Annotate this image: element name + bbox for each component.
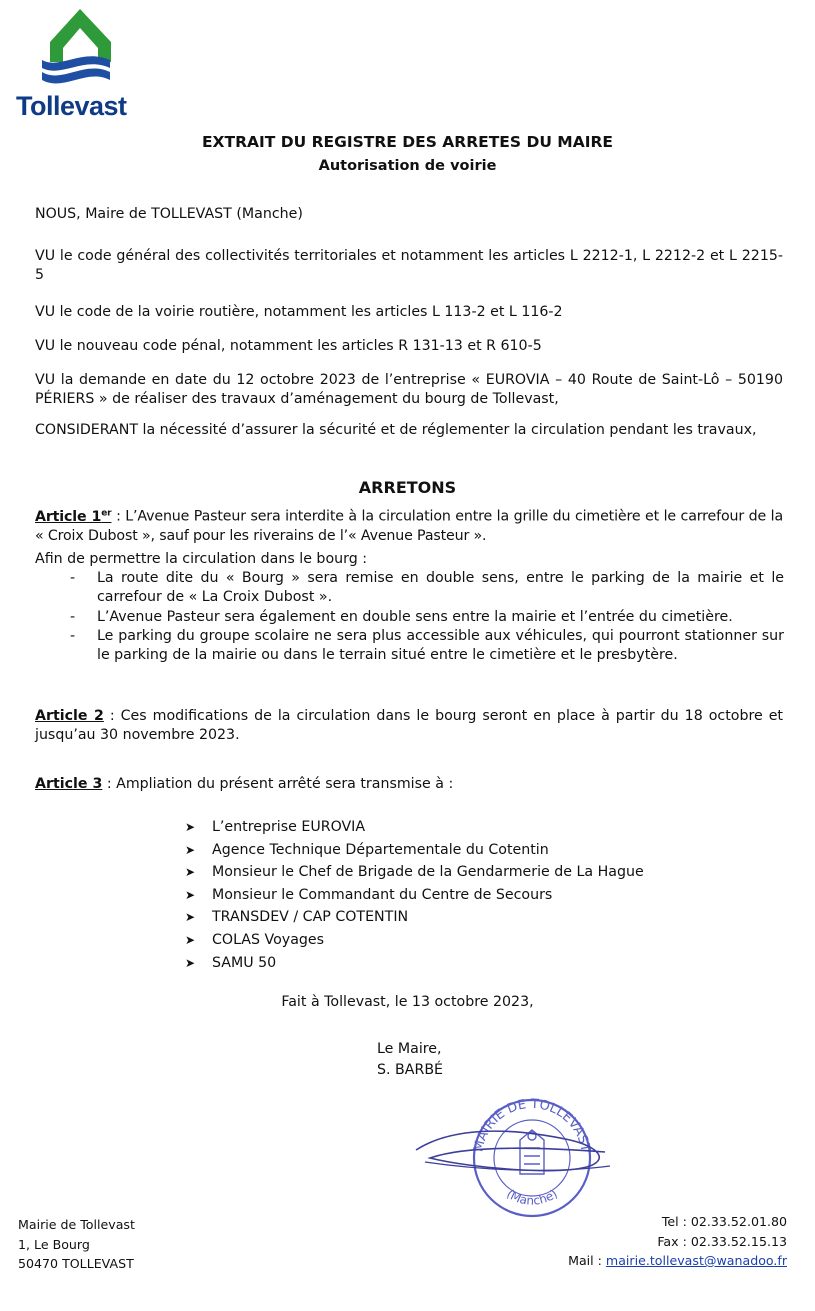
mayor-stamp-and-signature <box>410 1088 615 1218</box>
article-1 <box>35 507 783 546</box>
address-line: 50470 TOLLEVAST <box>18 1256 134 1272</box>
article-1-lead: Afin de permettre la circulation dans le bourg : <box>35 551 367 567</box>
article-2 <box>35 707 783 746</box>
address-line: 1, Le Bourg <box>18 1236 90 1252</box>
article-1-label: Article 1er <box>35 508 112 525</box>
arrow-bullet-icon: ➤ <box>185 955 196 970</box>
article-3 <box>35 775 783 794</box>
consideration-3: VU le nouveau code pénal, notamment les articles R 131-13 et R 610-5 <box>35 338 542 354</box>
recipient-list <box>185 816 644 974</box>
mail-line <box>568 1251 787 1271</box>
arrow-bullet-icon: ➤ <box>185 887 196 902</box>
logo-text: Tollevast <box>16 91 127 121</box>
list-item: ➤ L’entreprise EUROVIA <box>185 816 644 839</box>
arrow-bullet-icon: ➤ <box>185 842 196 857</box>
arretons-heading: ARRETONS <box>358 478 457 497</box>
mail-label: Mail : <box>568 1253 606 1269</box>
list-item: ➤ COLAS Voyages <box>185 929 644 952</box>
logo-roof <box>50 9 111 62</box>
arrow-bullet-icon: ➤ <box>185 932 196 947</box>
mairie-address <box>18 1215 135 1274</box>
signatory-name: S. BARBÉ <box>377 1062 444 1078</box>
consideration-4: VU la demande en date du 12 octobre 2023 de l’entreprise « EUROVIA – 40 Route de Saint-Lô – 50190 PÉRIERS » de réaliser des travaux d’aménagement du bourg de Tollevast, <box>35 372 783 408</box>
fax: Fax : 02.33.52.15.13 <box>657 1233 787 1249</box>
list-item: - La route dite du « Bourg » sera remise en double sens, entre le parking de la mairie et le carrefour de « La Croix Dubost ». <box>62 569 784 608</box>
stamp-top-text: MAIRIE DE TOLLEVAST <box>471 1096 593 1154</box>
stamp-bottom-text: (Manche) <box>504 1186 560 1208</box>
address-line: Mairie de Tollevast <box>18 1217 135 1232</box>
arrow-bullet-icon: ➤ <box>185 910 196 925</box>
stamp-emblem <box>520 1130 544 1174</box>
logo-wave-2 <box>42 69 110 84</box>
signatory-title: Le Maire, <box>377 1041 442 1057</box>
telephone: Tel : 02.33.52.01.80 <box>661 1214 787 1229</box>
list-item: ➤ Monsieur le Chef de Brigade de la Gendarmerie de La Hague <box>185 861 644 884</box>
consideration-2: VU le code de la voirie routière, notamment les articles L 113-2 et L 116-2 <box>35 304 563 320</box>
intro-line: NOUS, Maire de TOLLEVAST (Manche) <box>35 206 303 222</box>
mairie-contact <box>568 1212 787 1271</box>
document-subtitle: Autorisation de voirie <box>318 158 497 174</box>
article-1-text: : L’Avenue Pasteur sera interdite à la circulation entre la grille du cimetière et le carrefour de la « Croix Dubost », sauf pour les riverains de l’« Avenue Pasteur ». <box>35 508 783 545</box>
article-3-label: Article 3 <box>35 776 103 792</box>
consideration-1: VU le code général des collectivités territoriales et notamment les articles L 2212-1, L 2212-2 et L 2215-5 <box>35 248 783 284</box>
list-item: - Le parking du groupe scolaire ne sera plus accessible aux véhicules, qui pourront stationner sur le parking de la mairie ou dans le terrain situé entre le cimetière et le presbytère. <box>62 627 784 666</box>
article-1-measures <box>62 569 784 666</box>
list-item: - L’Avenue Pasteur sera également en double sens entre la mairie et l’entrée du cimetière. <box>62 608 784 627</box>
list-item: ➤ SAMU 50 <box>185 952 644 975</box>
list-item: ➤ Monsieur le Commandant du Centre de Secours <box>185 884 644 907</box>
article-3-text: : Ampliation du présent arrêté sera transmise à : <box>102 776 454 792</box>
arrow-bullet-icon: ➤ <box>185 820 196 834</box>
list-item: ➤ TRANSDEV / CAP COTENTIN <box>185 906 644 929</box>
article-2-text: : Ces modifications de la circulation dans le bourg seront en place à partir du 18 octobre et jusqu’au 30 novembre 2023. <box>35 708 783 744</box>
article-2-label: Article 2 <box>35 708 104 724</box>
arrow-bullet-icon: ➤ <box>185 865 196 880</box>
document-title: EXTRAIT DU REGISTRE DES ARRETES DU MAIRE <box>201 133 614 151</box>
email-link[interactable]: mairie.tollevast@wanadoo.fr <box>605 1253 787 1269</box>
list-item: ➤ Agence Technique Départementale du Cotentin <box>185 839 644 862</box>
place-date: Fait à Tollevast, le 13 octobre 2023, <box>281 994 534 1010</box>
consideration-5: CONSIDERANT la nécessité d’assurer la sécurité et de réglementer la circulation pendant les travaux, <box>35 422 757 438</box>
